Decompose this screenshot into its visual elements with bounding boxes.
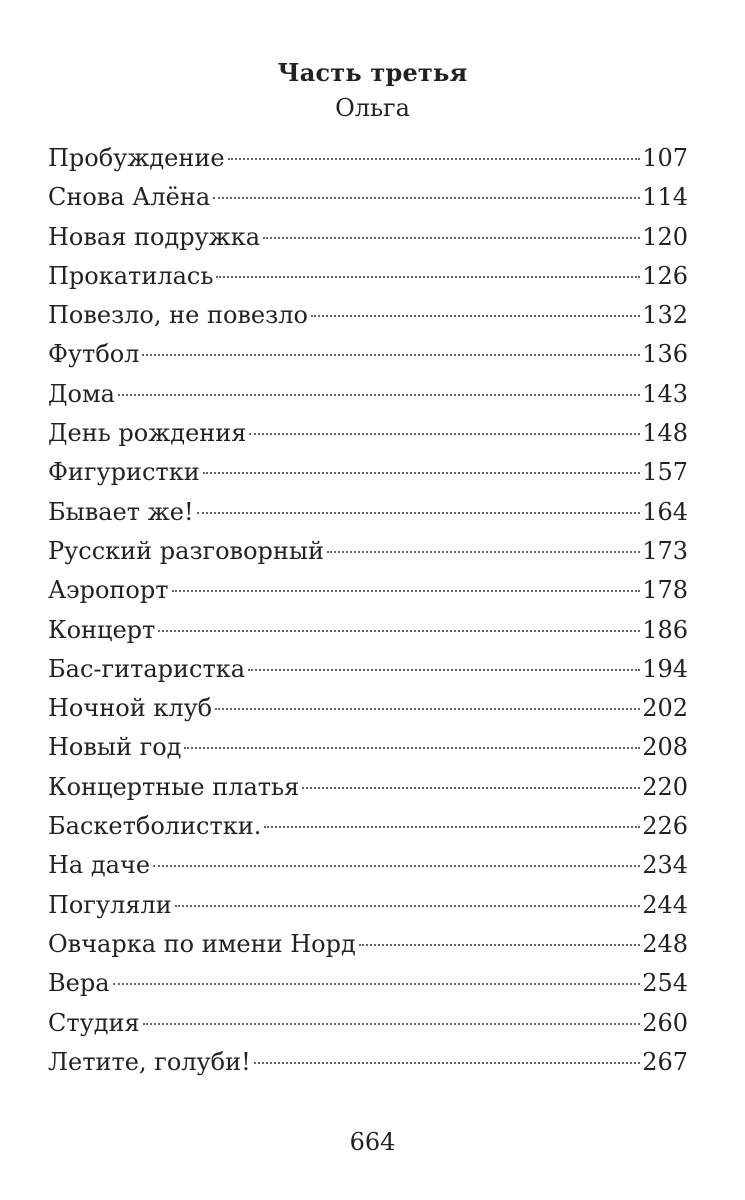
toc-entry-title: На даче [48, 851, 151, 880]
toc-dot-leader [228, 157, 641, 160]
toc-dot-leader [264, 825, 640, 828]
toc-entry-title: Прокатилась [48, 261, 214, 290]
toc-entry [48, 691, 688, 730]
toc-entry [48, 259, 688, 298]
toc-entry-title: Баскетболистки. [48, 812, 262, 841]
toc-entry-page: 244 [642, 890, 688, 919]
toc-entry [48, 337, 688, 376]
toc-entry-title: Русский разговорный [48, 536, 324, 565]
toc-entry-title: Фигуристки [48, 458, 200, 487]
toc-entry [48, 809, 688, 848]
page-number: 664 [349, 1128, 396, 1156]
toc-entry [48, 220, 688, 259]
toc-entry-page: 164 [642, 497, 688, 526]
toc-entry-page: 260 [642, 1008, 688, 1037]
toc-entry-page: 136 [642, 340, 688, 369]
toc-entry-page: 248 [642, 929, 688, 958]
toc-dot-leader [263, 236, 640, 239]
toc-entry-page: 234 [642, 851, 688, 880]
toc-entry-title: Аэропорт [48, 576, 169, 605]
toc-entry-title: День рождения [48, 419, 247, 448]
toc-entry-page: 194 [642, 654, 688, 683]
toc-dot-leader [118, 393, 640, 396]
toc-dot-leader [249, 432, 640, 435]
toc-entry-page: 202 [642, 694, 688, 723]
toc-entry-page: 143 [642, 379, 688, 408]
toc-entry-title: Летите, голуби! [48, 1047, 251, 1076]
toc-entry-page: 173 [642, 536, 688, 565]
toc-entry-page: 208 [642, 733, 688, 762]
toc-entry-page: 107 [642, 144, 688, 172]
toc-dot-leader [158, 629, 640, 632]
toc-dot-leader [248, 668, 640, 671]
toc-entry-page: 186 [642, 615, 688, 644]
toc-dot-leader [184, 746, 640, 749]
toc-entry [48, 848, 688, 887]
toc-entry [48, 1006, 688, 1045]
toc-entry-page: 114 [642, 183, 688, 212]
toc-entry-page: 178 [642, 576, 688, 605]
toc-dot-leader [175, 904, 640, 907]
toc-dot-leader [215, 707, 640, 710]
toc-dot-leader [327, 550, 640, 553]
toc-entry-title: Новая подружка [48, 222, 261, 251]
toc-entry [48, 927, 688, 966]
toc-entry [48, 888, 688, 927]
toc-entry-title: Пробуждение [48, 144, 225, 172]
toc-entry [48, 180, 688, 219]
toc-entry [48, 652, 688, 691]
toc-entry-title: Ночной клуб [48, 694, 213, 723]
toc-entry-page: 126 [642, 261, 688, 290]
toc-dot-leader [311, 314, 640, 317]
toc-entry-title: Студия [48, 1008, 140, 1037]
toc-entry [48, 613, 688, 652]
toc-entry-page: 157 [642, 458, 688, 487]
toc-entry-page: 254 [642, 969, 688, 998]
toc-entry-page: 148 [642, 419, 688, 448]
toc-entry-title: Новый год [48, 733, 182, 762]
toc-entry [48, 495, 688, 534]
toc-entry-title: Концерт [48, 615, 156, 644]
toc-entry-page: 220 [642, 772, 688, 801]
toc-entry [48, 966, 688, 1005]
toc-entry-title: Концертные платья [48, 772, 300, 801]
toc-entry [48, 1045, 688, 1084]
toc-entry-page: 120 [642, 222, 688, 251]
toc-entry [48, 298, 688, 337]
toc-dot-leader [254, 1061, 640, 1064]
toc-entry [48, 730, 688, 769]
toc-entry [48, 534, 688, 573]
toc-entry-title: Футбол [48, 340, 140, 369]
toc-entry-page: 132 [642, 301, 688, 330]
toc-dot-leader [359, 943, 640, 946]
toc-entry-title: Дома [48, 379, 115, 408]
toc-dot-leader [302, 786, 640, 789]
toc-entry-title: Бас-гитаристка [48, 654, 246, 683]
toc-entry-title: Снова Алёна [48, 183, 211, 212]
toc-dot-leader [197, 511, 641, 514]
toc-entry [48, 455, 688, 494]
part-title: Часть третья [277, 58, 468, 87]
toc-entry-page: 267 [642, 1047, 688, 1076]
toc-entry [48, 573, 688, 612]
toc-dot-leader [113, 982, 641, 985]
toc-entry-title: Бывает же! [48, 497, 194, 526]
toc-dot-leader [216, 275, 640, 278]
toc-entry-title: Овчарка по имени Норд [48, 929, 356, 958]
toc-dot-leader [213, 196, 640, 199]
toc-entry [48, 377, 688, 416]
toc-entry-page: 226 [642, 812, 688, 841]
part-subtitle: Ольга [335, 94, 410, 122]
toc-dot-leader [143, 1022, 641, 1025]
toc-dot-leader [172, 589, 641, 592]
toc-entry [48, 416, 688, 455]
toc-dot-leader [203, 471, 641, 474]
toc-entry-title: Погуляли [48, 890, 172, 919]
table-of-contents [48, 141, 688, 1084]
toc-entry-title: Вера [48, 969, 110, 998]
toc-entry-title: Повезло, не повезло [48, 301, 308, 330]
toc-dot-leader [142, 353, 640, 356]
toc-entry [48, 770, 688, 809]
toc-entry [48, 141, 688, 180]
toc-dot-leader [153, 864, 640, 867]
